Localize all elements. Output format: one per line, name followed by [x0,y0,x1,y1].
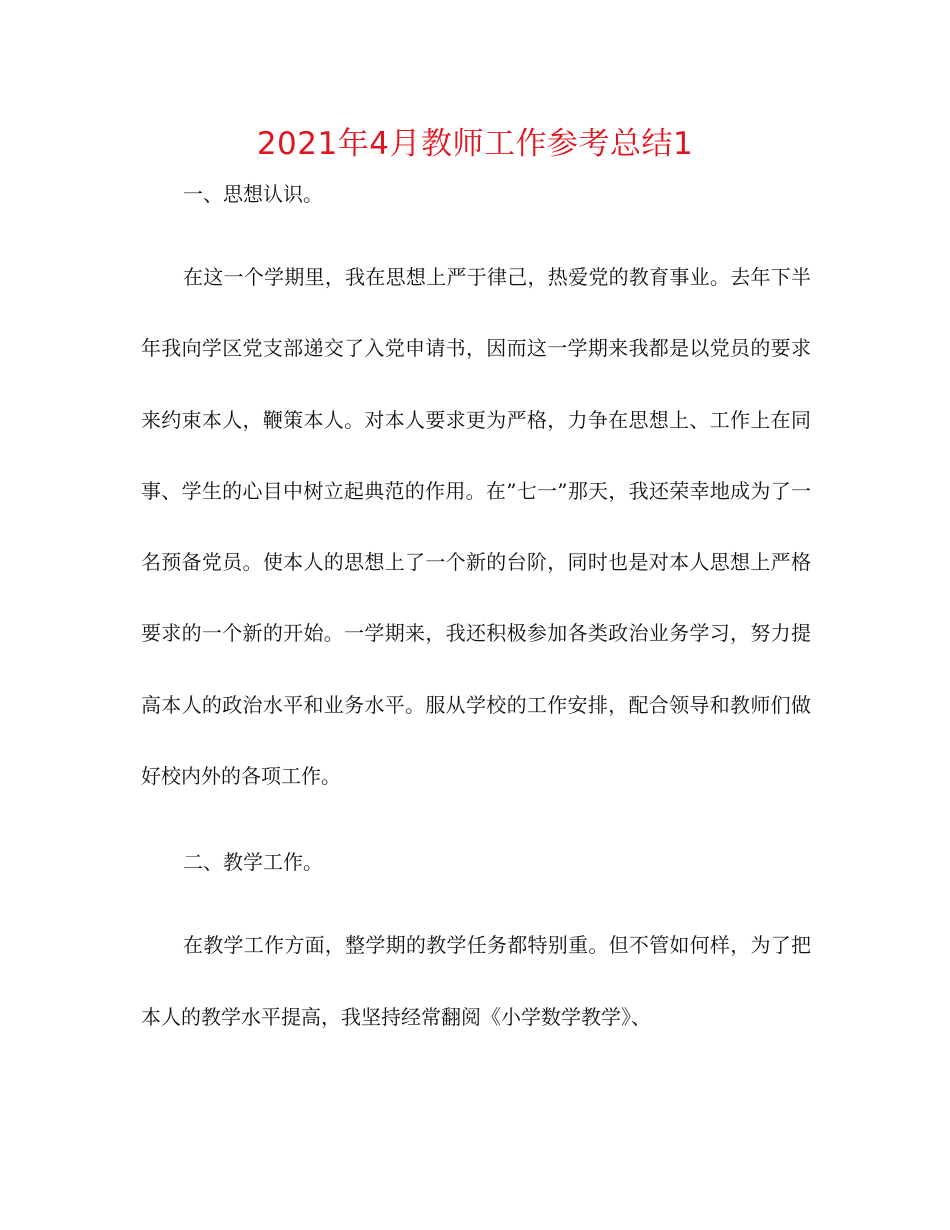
document-title: 2021年4月教师工作参考总结1 [256,126,694,162]
spacer [141,884,811,910]
document-body [141,172,811,1053]
section-paragraph-thought: 在这一个学期里，我在思想上严于律己，热爱党的教育事业。去年下半年我向学区党支部递交了入党申请书，因而这一学期来我都是以党员的要求来约束本人，鞭策本人。对本人要求更为严格，力争在思想上、工作上在同事、学生的心目中树立起典范的作用。在”七一”那天，我还荣幸地成为了一名预备党员。使本人的思想上了一个新的台阶，同时也是对本人思想上严格要求的一个新的开始。一学期来，我还积极参加各类政治业务学习，努力提高本人的政治水平和业务水平。服从学校的工作安排，配合领导和教师们做好校内外的各项工作。 [141,265,811,789]
section-heading-thought: 一、思想认识。 [183,182,323,206]
section-heading-teaching: 二、教学工作。 [183,850,323,875]
spacer [141,216,811,242]
section-paragraph-teaching: 在教学工作方面，整学期的教学任务都特别重。但不管如何样，为了把本人的教学水平提高，我坚持经常翻阅《小学数学教学》、 [141,933,811,1029]
spacer [141,812,811,840]
